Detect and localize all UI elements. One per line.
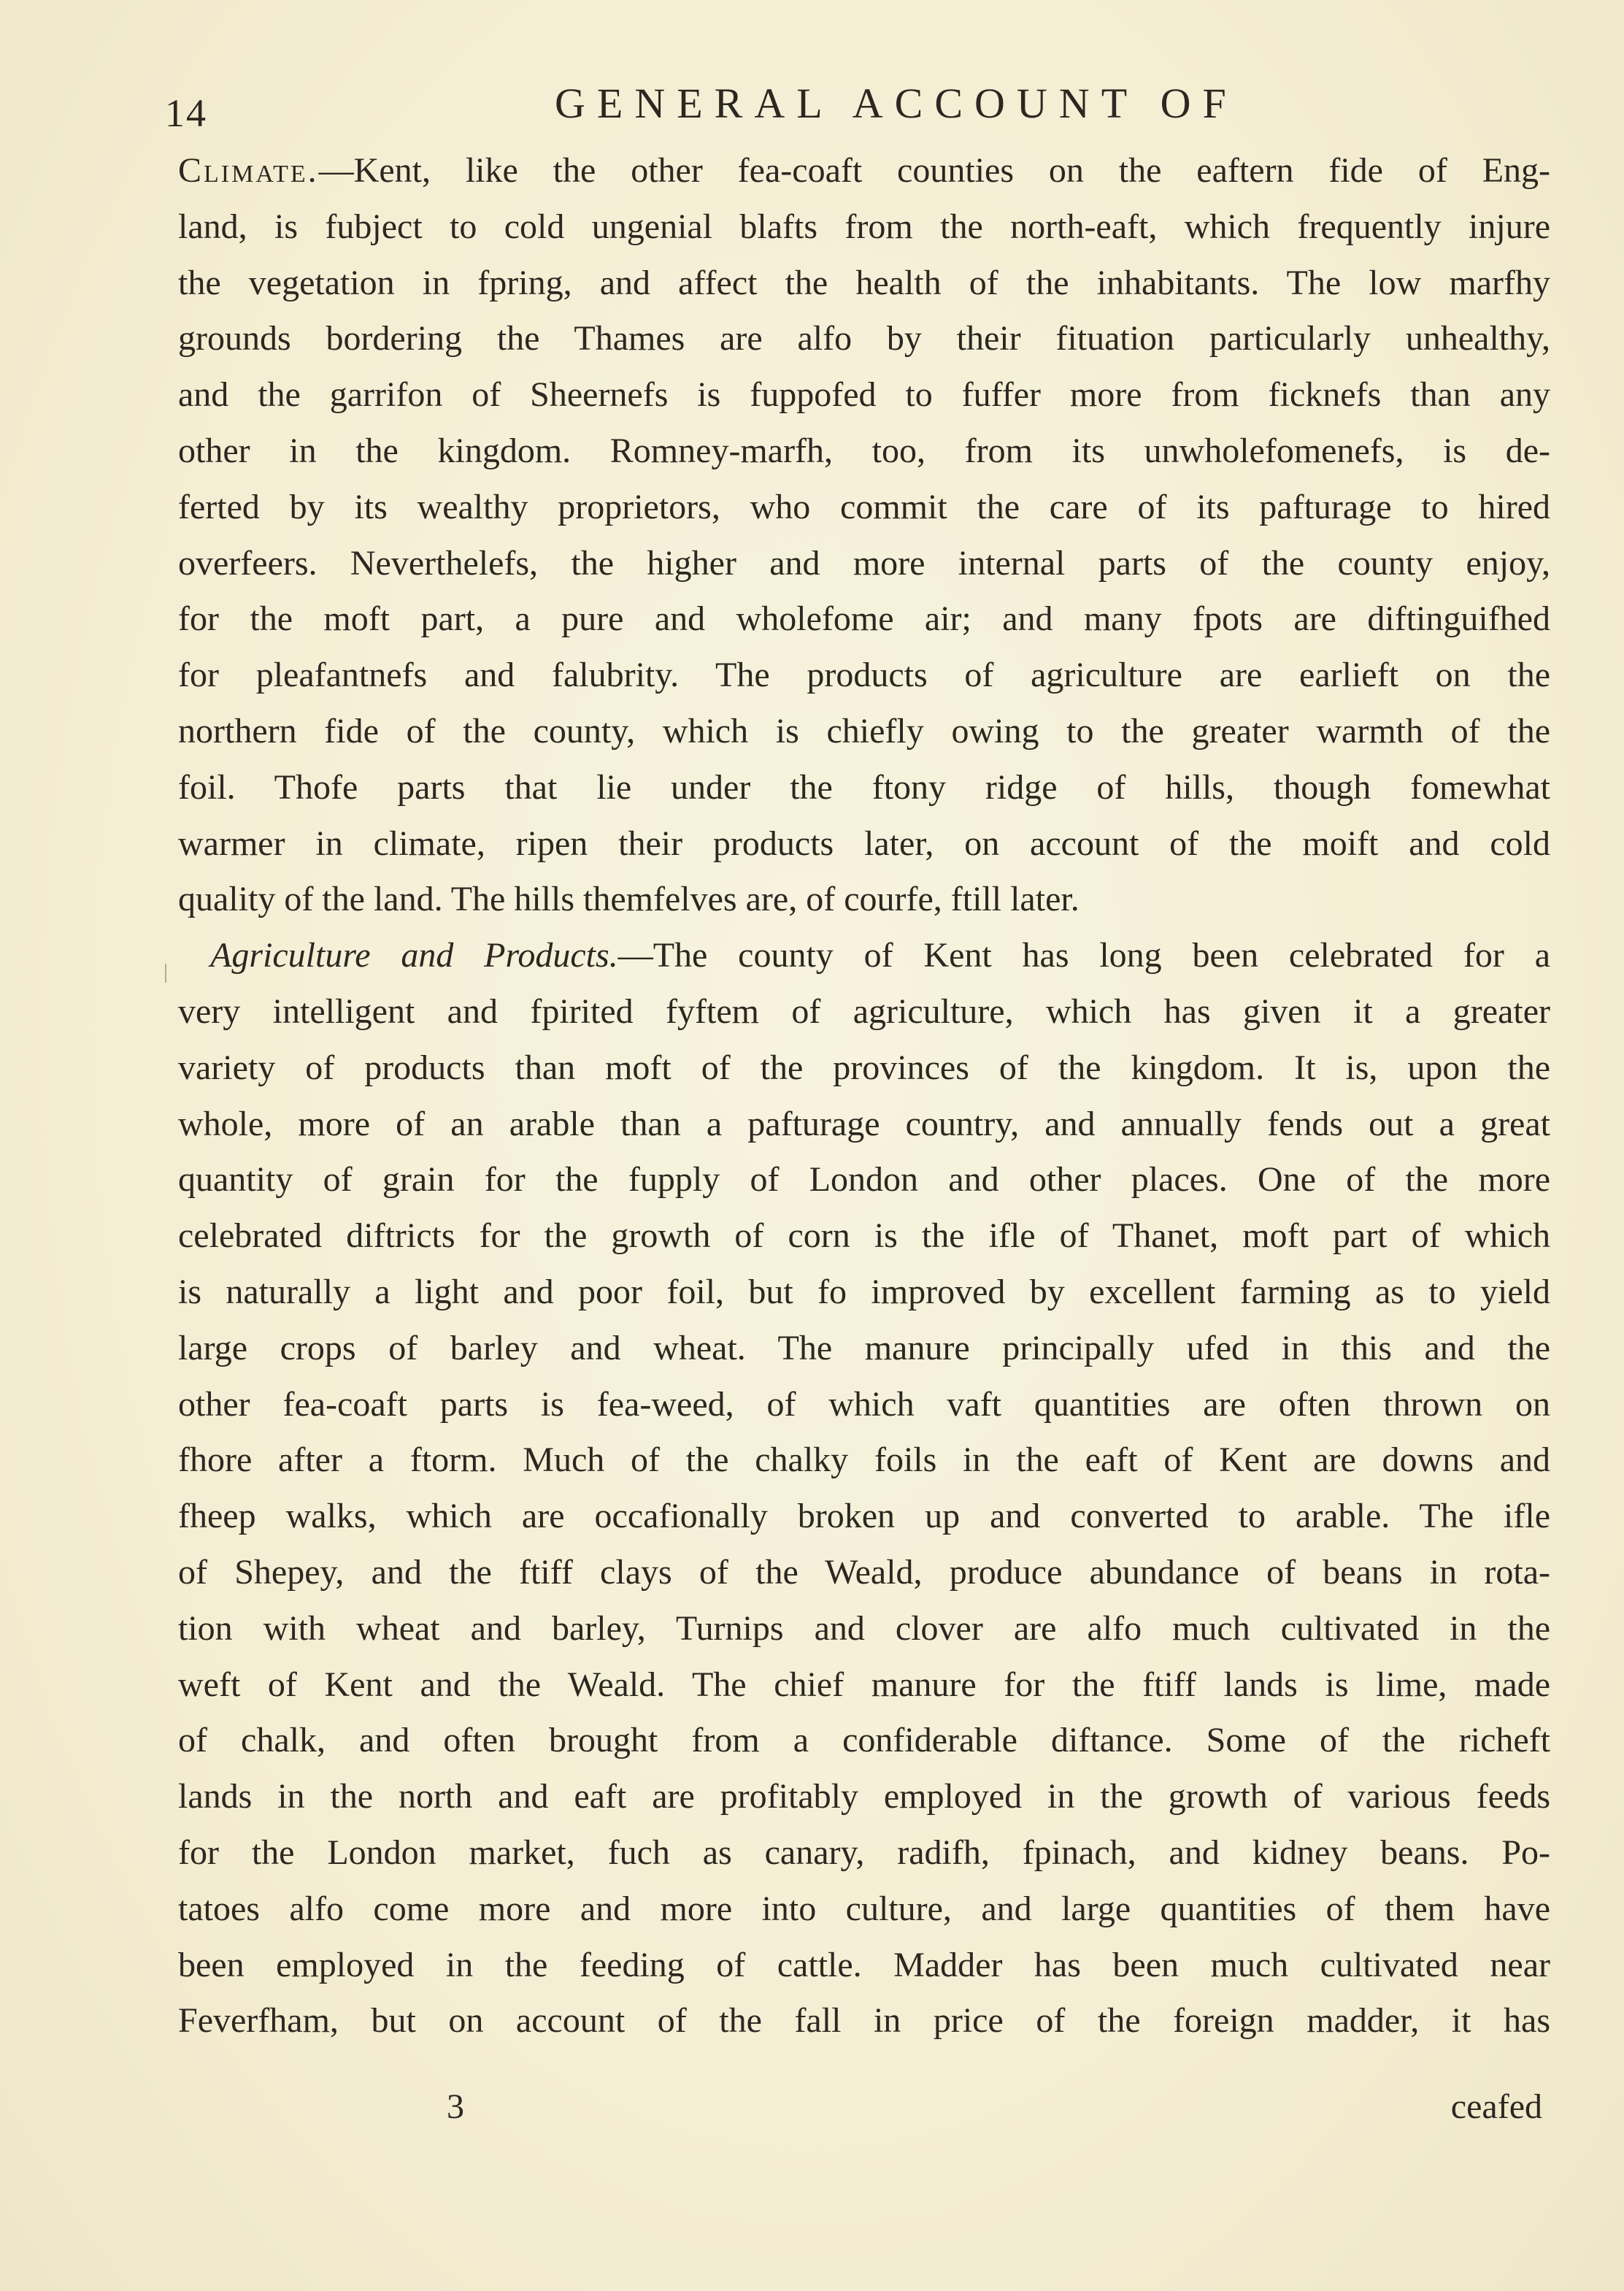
text-line: tion with wheat and barley, Turnips and clover are alfo much cultivated in the	[178, 1608, 1550, 1648]
text-line-content: —The county of Kent has long been celebrated for a	[617, 936, 1551, 975]
text-line: whole, more of an arable than a pafturage country, and annually fends out a great	[178, 1104, 1550, 1143]
text-line-content: —Kent, like the other fea-coaft counties on the eaftern fide of Eng-	[318, 151, 1550, 190]
text-line: for the London market, fuch as canary, radifh, fpinach, and kidney beans. Po-	[178, 1833, 1550, 1872]
text-line: land, is fubject to cold ungenial blafts from the north-eaft, which frequently injure	[178, 207, 1550, 246]
text-line: overfeers. Neverthelefs, the higher and more internal parts of the county enjoy,	[178, 543, 1550, 583]
text-line: of Shepey, and the ftiff clays of the Weald, produce abundance of beans in rota-	[178, 1552, 1550, 1592]
text-line: variety of products than moft of the provinces of the kingdom. It is, upon the	[178, 1048, 1550, 1087]
text-line: ferted by its wealthy proprietors, who commit the care of its pafturage to hired	[178, 487, 1550, 526]
text-line: for pleafantnefs and falubrity. The products of agriculture are earlieft on the	[178, 656, 1550, 695]
text-line: lands in the north and eaft are profitably employed in the growth of various feeds	[178, 1777, 1550, 1816]
text-line: celebrated diftricts for the growth of corn is the ifle of Thanet, moft part of which	[178, 1216, 1550, 1256]
catchword: ceafed	[1450, 2087, 1542, 2126]
margin-mark	[165, 964, 166, 983]
text-line: Feverfham, but on account of the fall in price of the foreign madder, it has	[178, 2001, 1550, 2041]
text-line	[178, 928, 1550, 984]
text-line: large crops of barley and wheat. The manure principally ufed in this and the	[178, 1328, 1550, 1367]
text-line: grounds bordering the Thames are alfo by their fituation particularly unhealthy,	[178, 319, 1550, 358]
text-line: fheep walks, which are occafionally broken up and converted to arable. The ifle	[178, 1497, 1550, 1536]
text-line: quantity of grain for the fupply of London and other places. One of the more	[178, 1160, 1550, 1200]
text-line: is naturally a light and poor foil, but fo improved by excellent farming as to yield	[178, 1272, 1550, 1311]
page-footer	[0, 2087, 1624, 2145]
text-line: foil. Thofe parts that lie under the ftony ridge of hills, though fomewhat	[178, 767, 1550, 807]
text-line: fhore after a ftorm. Much of the chalky foils in the eaft of Kent are downs and	[178, 1440, 1550, 1480]
text-line	[178, 143, 1550, 199]
running-head: GENERAL ACCOUNT OF	[555, 80, 1238, 127]
text-line: warmer in climate, ripen their products later, on account of the moift and cold	[178, 824, 1550, 863]
text-line: very intelligent and fpirited fyftem of agriculture, which has given it a greater	[178, 991, 1550, 1031]
body-text	[178, 143, 1550, 2049]
page-number: 14	[165, 91, 207, 135]
text-line: other in the kingdom. Romney-marfh, too, from its unwholefomenefs, is de-	[178, 431, 1550, 470]
text-line: the vegetation in fpring, and affect the health of the inhabitants. The low marfhy	[178, 263, 1550, 302]
text-line: northern fide of the county, which is chiefly owing to the greater warmth of the	[178, 711, 1550, 751]
text-line: for the moft part, a pure and wholefome air; and many fpots are diftinguifhed	[178, 599, 1550, 639]
text-line: tatoes alfo come more and more into culture, and large quantities of them have	[178, 1889, 1550, 1928]
text-line: other fea-coaft parts is fea-weed, of which vaft quantities are often thrown on	[178, 1384, 1550, 1424]
text-line: quality of the land. The hills themfelves are, of courfe, ftill later.	[178, 880, 1080, 919]
text-line: weft of Kent and the Weald. The chief manure for the ftiff lands is lime, made	[178, 1665, 1550, 1704]
signature-mark: 3	[447, 2087, 464, 2126]
text-line: and the garrifon of Sheernefs is fuppofed to fuffer more from ficknefs than any	[178, 375, 1550, 415]
climate-heading: Climate.	[178, 151, 319, 190]
text-line: been employed in the feeding of cattle. Madder has been much cultivated near	[178, 1945, 1550, 1984]
text-line: of chalk, and often brought from a confiderable diftance. Some of the richeft	[178, 1721, 1550, 1760]
agriculture-heading: Agriculture and Products.	[210, 936, 618, 975]
